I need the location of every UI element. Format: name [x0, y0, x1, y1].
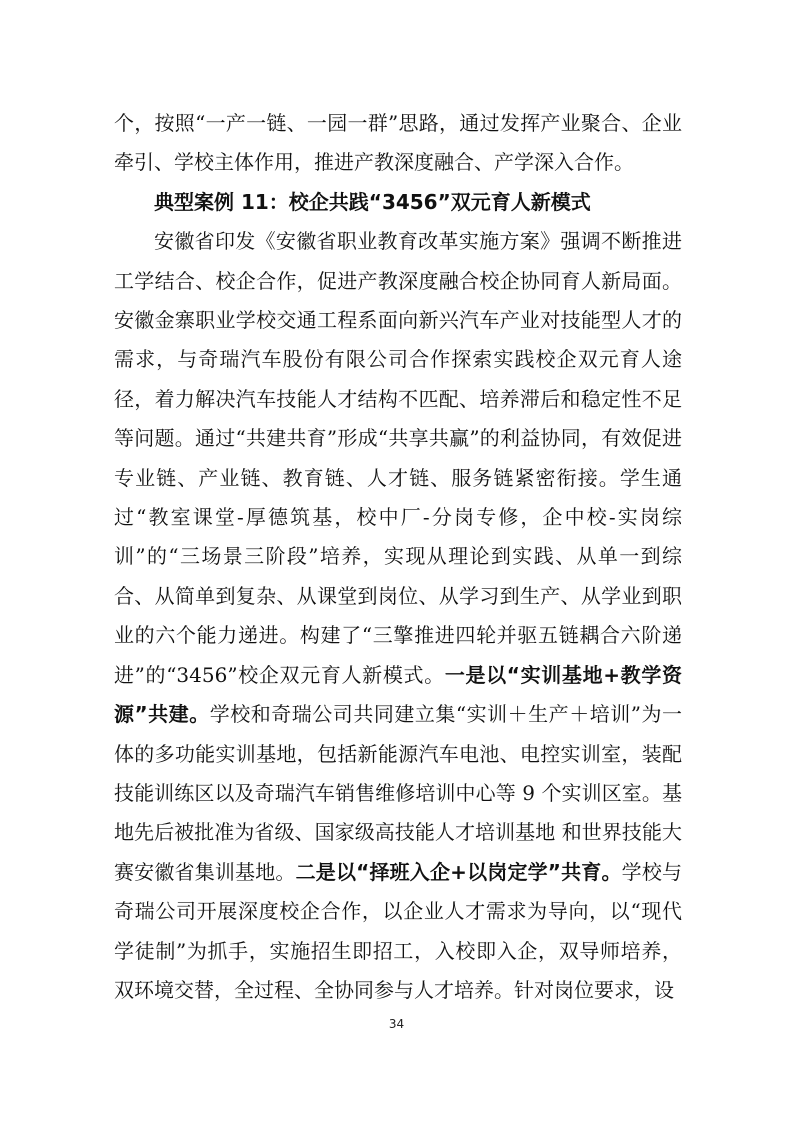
case-paragraph	[114, 222, 682, 1010]
case-heading: 典型案例 11：校企共践“3456”双元育人新模式	[154, 189, 591, 214]
case-text-part-1: 安徽省印发《安徽省职业教育改革实施方案》强调不断推进工学结合、校企合作，促进产教深度融合校企协同育人新局面。安徽金寨职业学校交通工程系面向新兴汽车产业对技能型人才的需求，与奇瑞汽车股份有限公司合作探索实践校企双元育人途径，着力解决汽车技能人才结构不匹配、培养滞后和稳定性不足等问题。通过“共建共育”形成“共享共赢”的利益协同，有效促进专业链、产业链、教育链、人才链、服务链紧密衔接。学生通过“教室课堂-厚德筑基，校中厂-分岗专修，企中校-实岗综训”的“三场景三阶段”培养，实现从理论到实践、从单一到综合、从简单到复杂、从课堂到岗位、从学习到生产、从学业到职业的六个能力递进。构建了“三擎推进四轮并驱五链耦合六阶递进”的“3456”校企双元育人新模式。	[114, 229, 682, 687]
case-bold-point-1: 一是以“实训基地+教学资源”共建。	[114, 662, 682, 727]
case-bold-point-2: 二是以“择班入企+以岗定学”共育。	[295, 859, 622, 884]
case-text-part-2: 学校和奇瑞公司共同建立集“实训＋生产＋培训”为一体的多功能实训基地，包括新能源汽车电池、电控实训室，装配技能训练区以及奇瑞汽车销售维修培训中心等 9 个实训区室。基地先后被批准为省级、国家级高技能人才培训基地 和世界技能大赛安徽省集训基地。	[114, 702, 682, 884]
case-text-part-3: 学校与奇瑞公司开展深度校企合作，以企业人才需求为导向，以“现代学徒制”为抓手，实施招生即招工，入校即入企，双导师培养，双环境交替，全过程、全协同参与人才培养。针对岗位要求，设	[114, 859, 683, 1002]
continuation-paragraph: 个，按照“一产一链、一园一群”思路，通过发挥产业聚合、企业牵引、学校主体作用，推进产教深度融合、产学深入合作。	[114, 111, 682, 175]
page-number: 34	[388, 1017, 405, 1031]
body-text	[114, 104, 682, 1010]
